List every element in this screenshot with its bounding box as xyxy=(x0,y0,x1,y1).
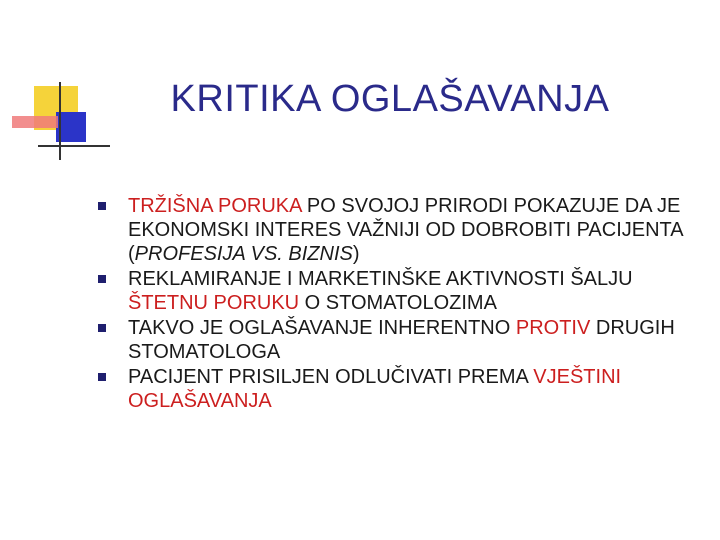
bullet-text-highlight: TRŽIŠNA PORUKA xyxy=(128,195,302,217)
square-bullet-icon xyxy=(98,275,106,283)
square-bullet-icon xyxy=(98,324,106,332)
bullet-text: O STOMATOLOZIMA xyxy=(299,292,497,314)
bullet-item xyxy=(98,194,698,266)
bullet-text: DRUGIH STOMATOLOGA xyxy=(128,317,675,363)
square-bullet-icon xyxy=(98,373,106,381)
bullet-list xyxy=(98,194,698,414)
bullet-text: TAKVO JE OGLAŠAVANJE INHERENTNO xyxy=(128,317,516,339)
bullet-item xyxy=(98,267,698,315)
deco-pink-bar xyxy=(12,116,58,128)
bullet-text: PACIJENT PRISILJEN ODLUČIVATI PREMA xyxy=(128,366,534,388)
slide-decoration xyxy=(0,0,110,170)
square-bullet-icon xyxy=(98,202,106,210)
bullet-text: PO SVOJOJ PRIRODI POKAZUJE DA JE EKONOMSKI INTERES VAŽNIJI OD DOBROBITI PACIJENTA ( xyxy=(128,195,683,265)
bullet-text-highlight: VJEŠTINI OGLAŠAVANJA xyxy=(128,366,622,412)
bullet-text-highlight: ŠTETNU PORUKU xyxy=(128,292,300,314)
bullet-text: REKLAMIRANJE I MARKETINŠKE AKTIVNOSTI ŠALJU xyxy=(128,268,633,290)
bullet-item xyxy=(98,316,698,364)
bullet-item xyxy=(98,365,698,413)
slide-title: KRITIKA OGLAŠAVANJA xyxy=(170,78,610,120)
bullet-text: ) xyxy=(352,243,360,265)
bullet-text-highlight: PROTIV xyxy=(515,317,591,339)
bullet-text-italic: PROFESIJA VS. BIZNIS xyxy=(134,243,353,265)
